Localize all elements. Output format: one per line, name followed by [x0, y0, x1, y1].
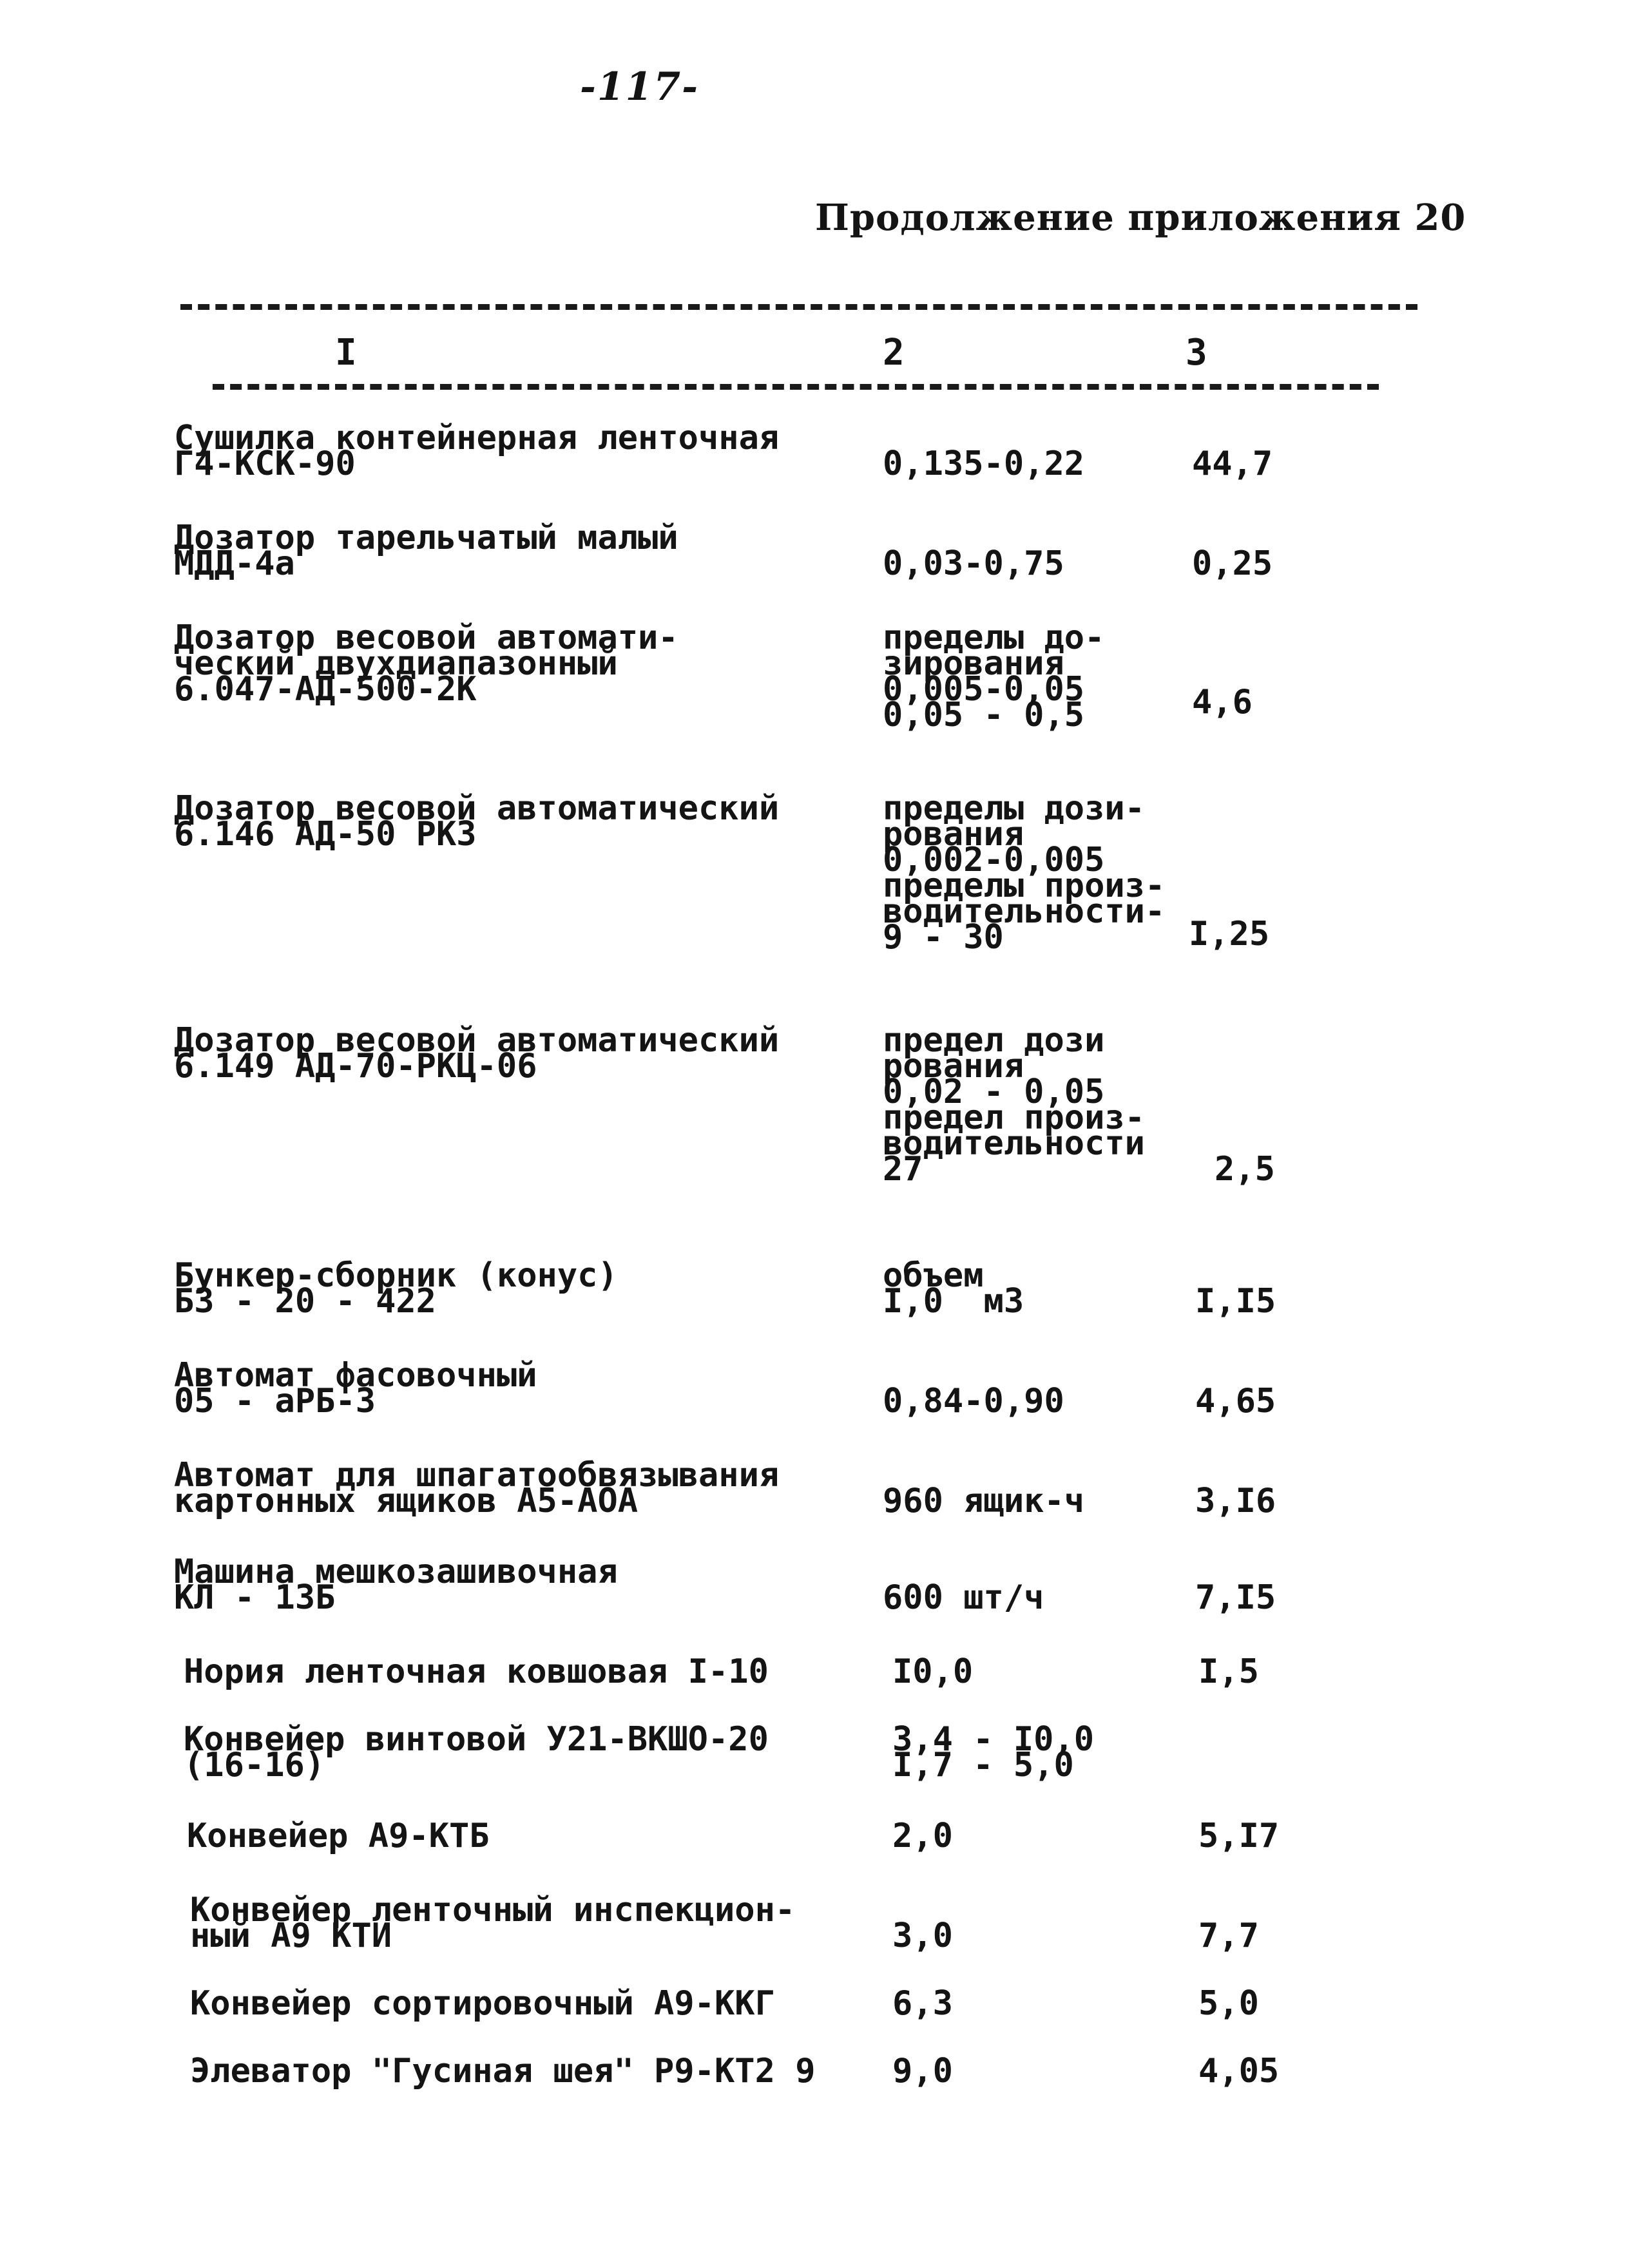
page-number: -117- — [580, 64, 700, 110]
equipment-capacity: 3,0 — [892, 1917, 953, 1955]
equipment-power: 7,I5 — [1195, 1578, 1276, 1617]
equipment-name: Элеватор "Гусиная шея" Р9-КТ2 9 — [190, 2052, 816, 2090]
equipment-capacity: 0,03-0,75 — [883, 544, 1064, 583]
equipment-name: Дозатор весовой автомати- ческий двухдиапазонный 6.047-АД-500-2К — [174, 618, 678, 709]
equipment-capacity: 9,0 — [892, 2052, 953, 2090]
equipment-capacity: предел дози рования 0,02 - 0,05 предел произ- водительности 27 — [883, 1021, 1145, 1189]
equipment-name: Бункер-сборник (конус) БЗ - 20 - 422 — [174, 1256, 618, 1321]
equipment-name: Сушилка контейнерная ленточная Г4-КСК-90 — [174, 419, 780, 483]
equipment-name: Дозатор весовой автоматический 6.149 АД-70-РКЦ-06 — [174, 1021, 780, 1086]
equipment-name: Нория ленточная ковшовая I-10 — [184, 1652, 769, 1691]
table-top-rule — [180, 304, 1417, 310]
continuation-title: Продолжение приложения 20 — [815, 196, 1466, 239]
equipment-name: Машина мешкозашивочная КЛ - 13Б — [174, 1553, 618, 1617]
equipment-power: I,I5 — [1195, 1282, 1276, 1321]
equipment-power: 4,6 — [1192, 683, 1253, 722]
equipment-power: 5,0 — [1198, 1984, 1259, 2023]
equipment-capacity: I0,0 — [892, 1652, 974, 1691]
equipment-name: Конвейер А9-КТБ — [187, 1817, 490, 1855]
equipment-capacity: 3,4 - I0,0 I,7 - 5,0 — [892, 1720, 1095, 1784]
equipment-power: 7,7 — [1198, 1917, 1259, 1955]
equipment-capacity: 0,135-0,22 — [883, 445, 1085, 483]
equipment-power: 4,05 — [1198, 2052, 1280, 2090]
equipment-capacity: 600 шт/ч — [883, 1578, 1044, 1617]
equipment-power: 44,7 — [1192, 445, 1273, 483]
equipment-capacity: пределы дози- рования 0,002-0,005 пределы произ- водительности- 9 - 30 — [883, 789, 1166, 957]
equipment-capacity: объем I,0 м3 — [883, 1256, 1024, 1321]
equipment-power: 5,I7 — [1198, 1817, 1280, 1855]
column-header-3: 3 — [1186, 332, 1207, 374]
equipment-capacity: 0,84-0,90 — [883, 1382, 1064, 1420]
equipment-power: I,5 — [1198, 1652, 1259, 1691]
equipment-name: Дозатор весовой автоматический 6.146 АД-50 РКЗ — [174, 789, 780, 854]
equipment-capacity: пределы до- зирования 0,005-0,05 0,05 - 0,5 — [883, 618, 1105, 734]
equipment-capacity: 6,3 — [892, 1984, 953, 2023]
equipment-name: Конвейер ленточный инспекцион- ный А9 КТИ — [190, 1891, 796, 1955]
header-bottom-rule — [213, 384, 1379, 390]
equipment-name: Дозатор тарельчатый малый МДД-4а — [174, 519, 678, 583]
equipment-power: I,25 — [1189, 915, 1270, 953]
equipment-power: 2,5 — [1215, 1150, 1275, 1189]
equipment-power: 4,65 — [1195, 1382, 1276, 1420]
equipment-name: Конвейер сортировочный А9-ККГ — [190, 1984, 775, 2023]
equipment-capacity: 2,0 — [892, 1817, 953, 1855]
column-header-1: I — [335, 332, 357, 374]
equipment-name: Автомат фасовочный 05 - аРБ-3 — [174, 1356, 537, 1420]
equipment-name: Конвейер винтовой У21-ВКШО-20 (16-16) — [184, 1720, 769, 1784]
equipment-name: Автомат для шпагатообвязывания картонных ящиков А5-АОА — [174, 1456, 780, 1520]
equipment-power: 3,I6 — [1195, 1482, 1276, 1520]
column-header-2: 2 — [883, 332, 905, 374]
equipment-capacity: 960 ящик-ч — [883, 1482, 1085, 1520]
equipment-power: 0,25 — [1192, 544, 1273, 583]
